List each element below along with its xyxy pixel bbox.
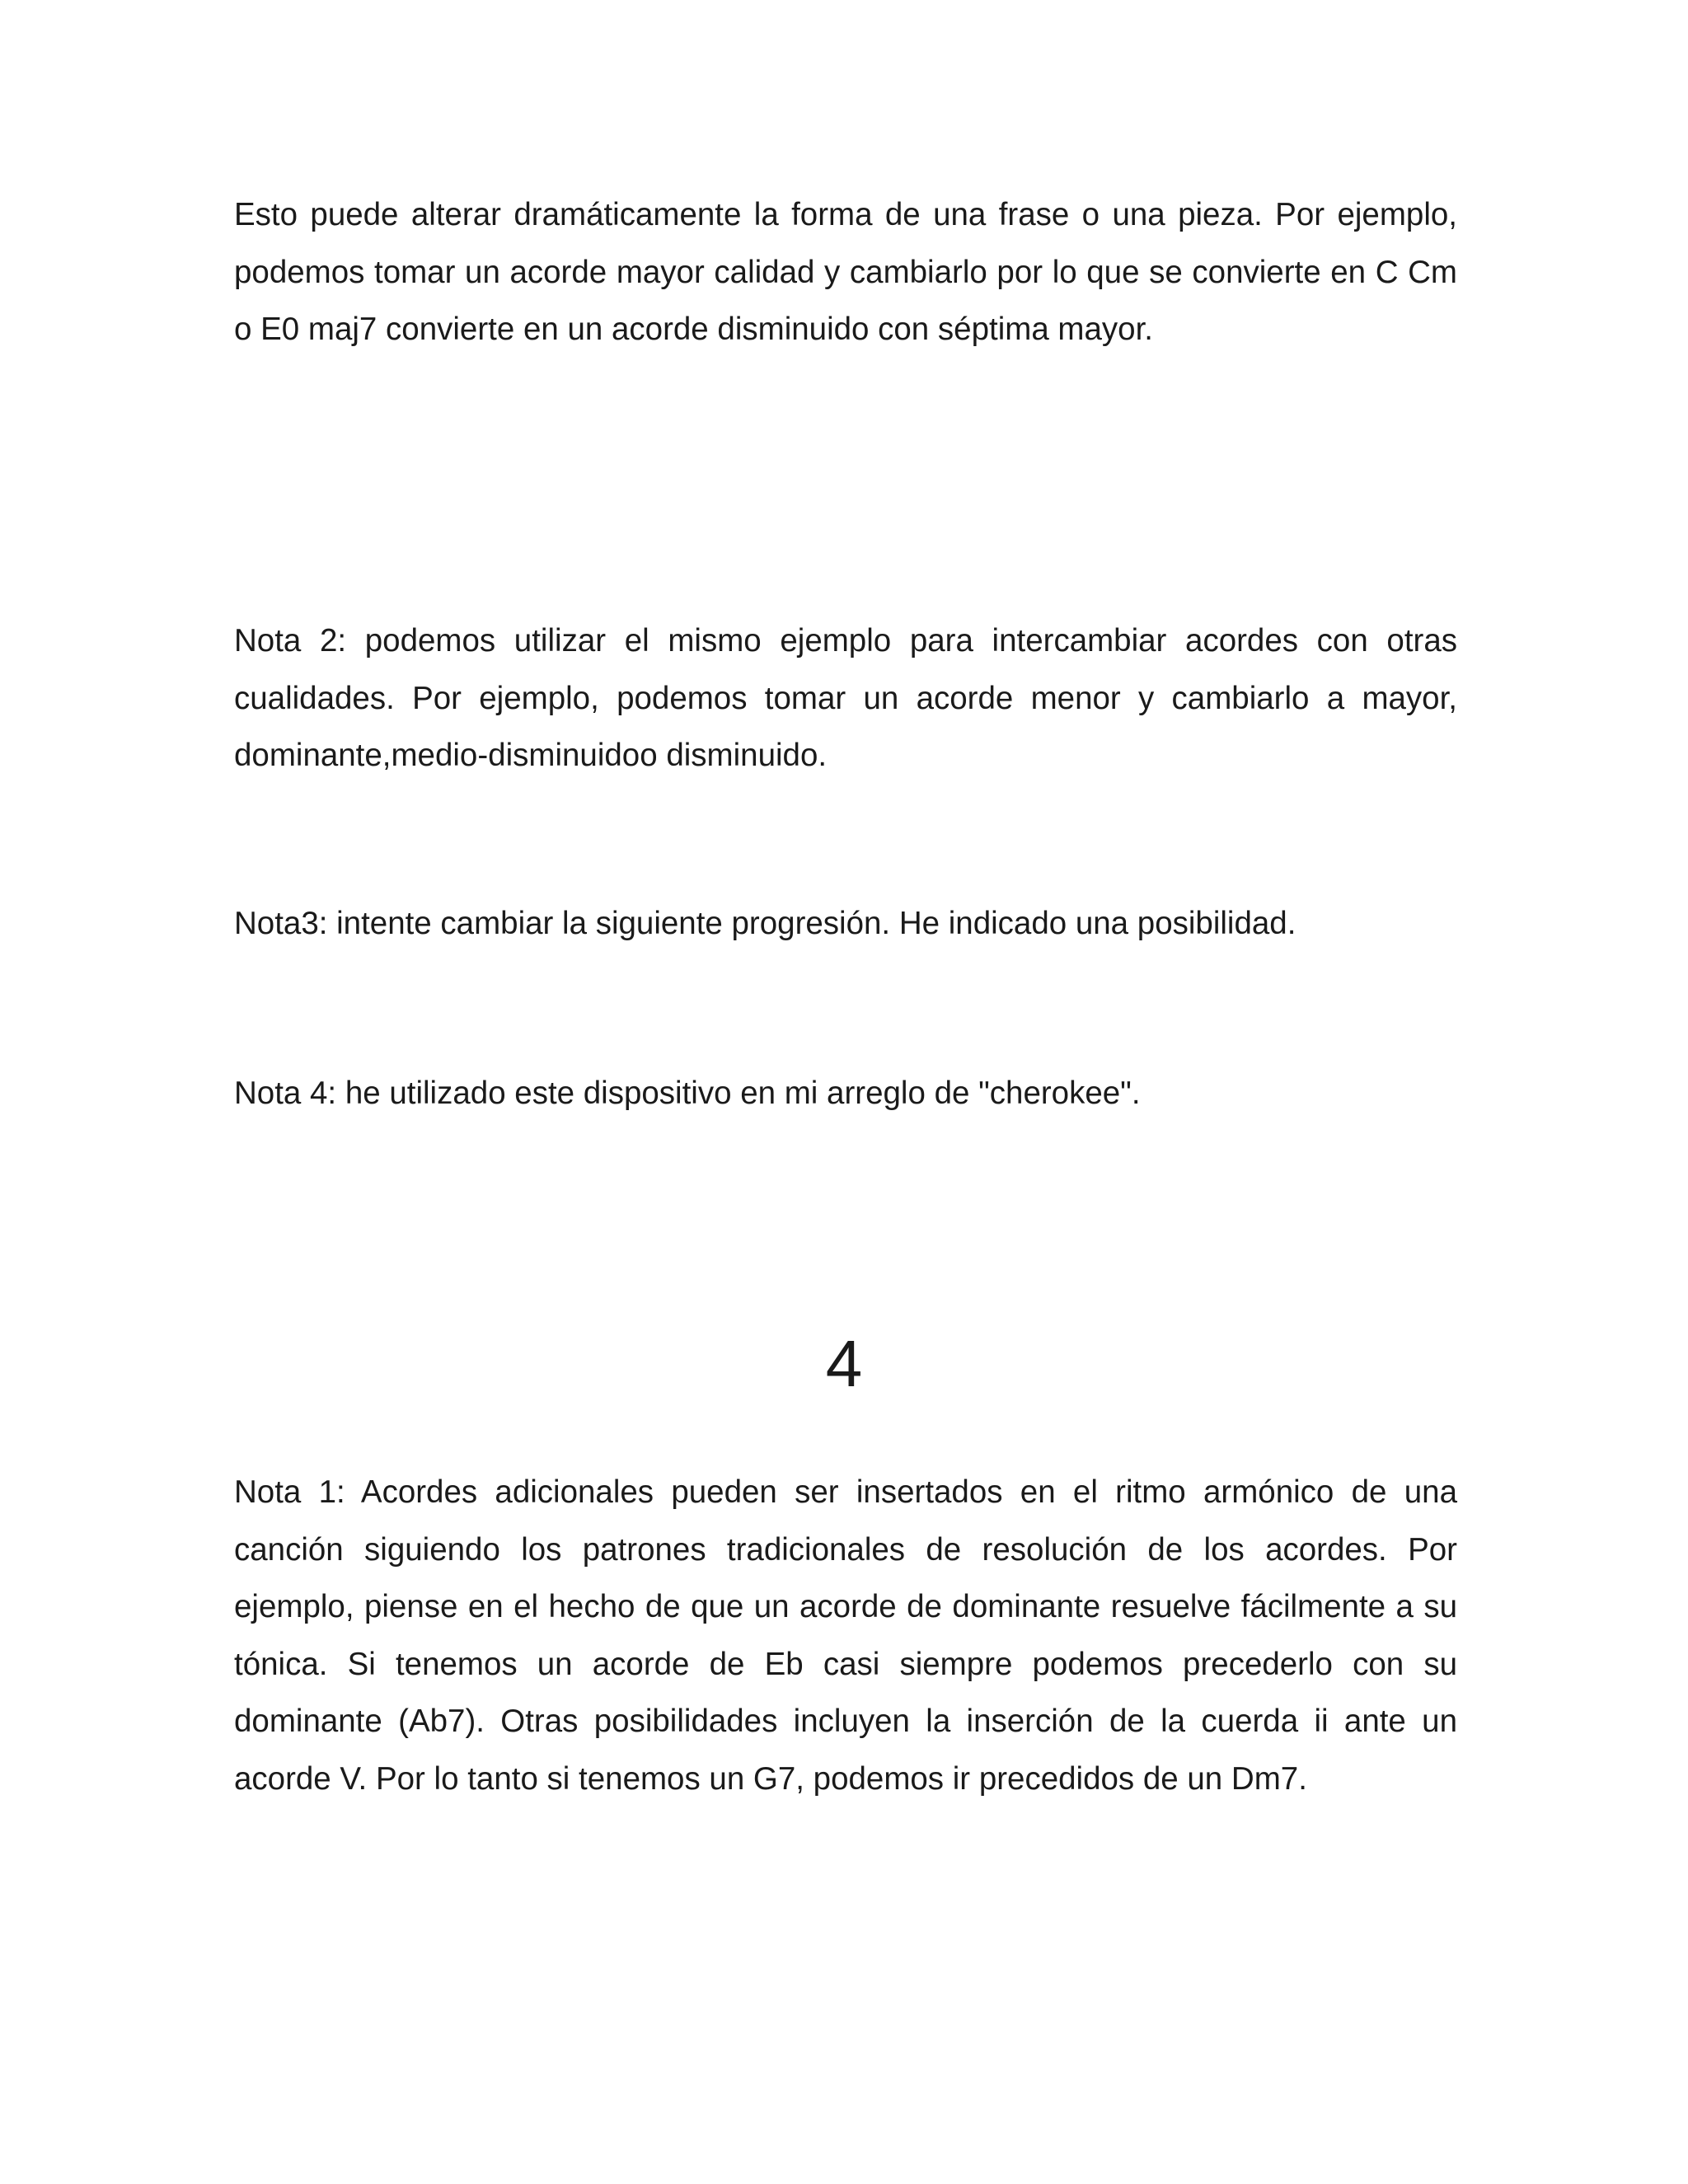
- paragraph-note-3: Nota3: intente cambiar la siguiente progresión. He indicado una posibilidad.: [234, 906, 1296, 941]
- section-number: 4: [825, 1327, 863, 1400]
- paragraph-note-4: Nota 4: he utilizado este dispositivo en mi arreglo de "cherokee".: [234, 1076, 1141, 1111]
- paragraph-chord-alteration: Esto puede alterar dramáticamente la forma de una frase o una pieza. Por ejemplo, podemos tomar un acorde mayor calidad y cambiarlo por lo que se convierte en C Cm o E0 maj7 convierte en un acorde disminuido con séptima mayor.: [234, 197, 1457, 347]
- paragraph-note-2: Nota 2: podemos utilizar el mismo ejemplo para intercambiar acordes con otras cualidades. Por ejemplo, podemos tomar un acorde menor y cambiarlo a mayor, dominante,medio-disminuidoo disminuido.: [234, 623, 1457, 773]
- paragraph-note-1: Nota 1: Acordes adicionales pueden ser insertados en el ritmo armónico de una canción siguiendo los patrones tradicionales de resolución de los acordes. Por ejemplo, piense en el hecho de que un acorde de dominante resuelve fácilmente a su tónica. Si tenemos un acorde de Eb casi siempre podemos precederlo con su dominante (Ab7). Otras posibilidades incluyen la inserción de la cuerda ii ante un acorde V. Por lo tanto si tenemos un G7, podemos ir precedidos de un Dm7.: [234, 1474, 1457, 1797]
